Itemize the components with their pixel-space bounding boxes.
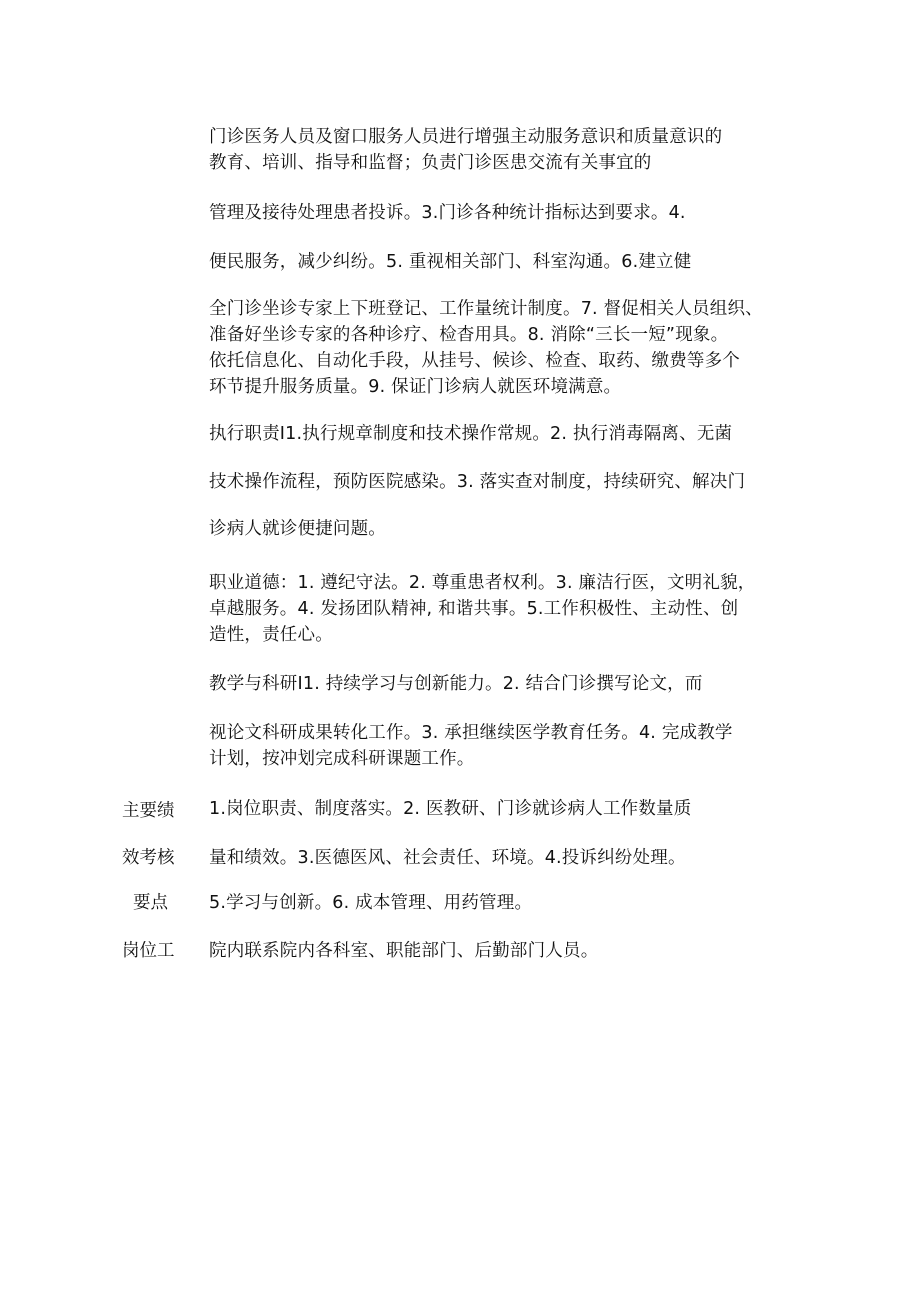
text-line: 管理及接待处理患者投诉。3.门诊各种统计指标达到要求。4. xyxy=(209,203,686,223)
text-line: 教学与科研I1. 持续学习与创新能力。2. 结合门诊撰写论文，而 xyxy=(209,674,703,694)
text-line: 门诊医务人员及窗口服务人员进行增强主动服务意识和质量意识的 xyxy=(209,127,723,147)
text-line: 职业道德：1. 遵纪守法。2. 尊重患者权利。3. 廉洁行医，文明礼貌， xyxy=(209,573,756,593)
text-line: 教育、培训、指导和监督；负责门诊医患交流有关事宜的 xyxy=(209,153,652,173)
text-line: 环节提升服务质量。9. 保证门诊病人就医环境满意。 xyxy=(209,377,622,397)
text-line: 卓越服务。4. 发扬团队精神, 和谐共事。5.工作积极性、主动性、创 xyxy=(209,599,739,619)
row-label: 主要绩 xyxy=(122,801,175,821)
row-text: 院内联系院内各科室、职能部门、后勤部门人员。 xyxy=(209,941,599,961)
row-label: 要点 xyxy=(133,893,168,913)
row-text: 1.岗位职责、制度落实。2. 医教研、门诊就诊病人工作数量质 xyxy=(209,799,692,819)
text-line: 造性，责任心。 xyxy=(209,625,333,645)
text-line: 执行职责I1.执行规章制度和技术操作常规。2. 执行消毒隔离、无菌 xyxy=(209,424,733,444)
text-line: 全门诊坐诊专家上下班登记、工作量统计制度。7. 督促相关人员组织、 xyxy=(209,299,763,319)
row-text: 5.学习与创新。6. 成本管理、用药管理。 xyxy=(209,893,533,913)
text-line: 技术操作流程，预防医院感染。3. 落实查对制度，持续研究、解决门 xyxy=(209,472,746,492)
row-label: 岗位工 xyxy=(122,941,175,961)
text-line: 依托信息化、自动化手段，从挂号、候诊、检查、取药、缴费等多个 xyxy=(209,351,740,371)
text-line: 便民服务，减少纠纷。5. 重视相关部门、科室沟通。6.建立健 xyxy=(209,252,692,272)
text-line: 计划，按冲划完成科研课题工作。 xyxy=(209,749,475,769)
text-line: 准备好坐诊专家的各种诊疗、检杳用具。8. 消除“三长一短”现象。 xyxy=(209,325,729,345)
text-line: 诊病人就诊便捷问题。 xyxy=(209,519,386,539)
row-label: 效考核 xyxy=(122,848,175,868)
row-text: 量和绩效。3.医德医风、社会责任、环境。4.投诉纠纷处理。 xyxy=(209,848,686,868)
text-line: 视论文科研成果转化工作。3. 承担继续医学教育任务。4. 完成教学 xyxy=(209,723,733,743)
